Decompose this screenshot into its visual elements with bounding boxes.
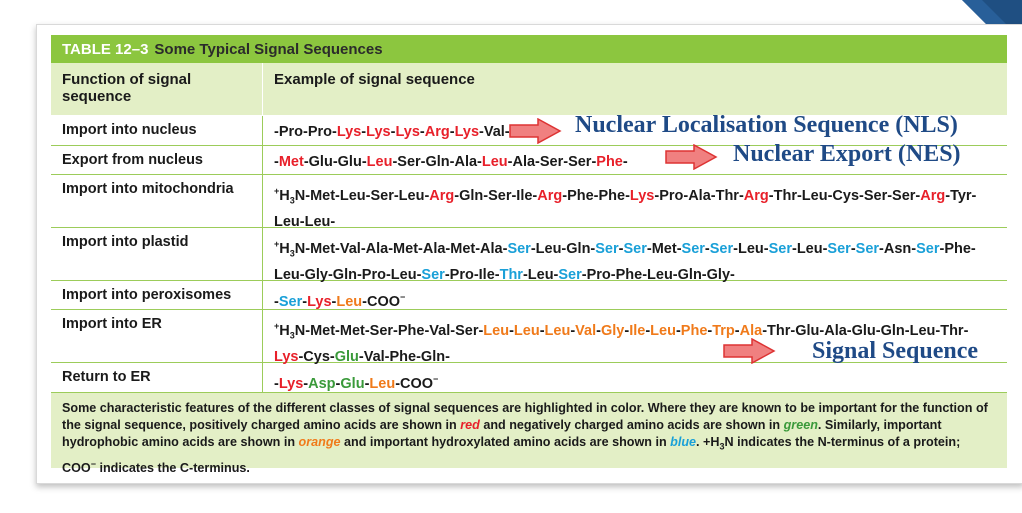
table-footnote: Some characteristic features of the different classes of signal sequences are highlighted in color. Where they are known to be important for the function of the signal sequence, positively charged amino acids are shown in red and negatively charged amino acids are shown in green. Similarly, important hydrophobic amino acids are shown in orange and important hydroxylated amino acids are shown in blue. $+H_3N$ indicates the N-terminus of a protein; COO− indicates the C-terminus.: [51, 393, 1007, 468]
signal-sequence-table: [51, 35, 1007, 475]
table-header: [51, 63, 1007, 116]
row-function: Import into ER: [62, 316, 162, 332]
header-example: Example of signal sequence: [262, 63, 1007, 115]
sequence-text: -Met-Glu-Glu-Leu-Ser-Gln-Ala-Leu-Ala-Ser-Ser-Phe-: [274, 154, 628, 170]
table-title-bar: [51, 35, 1007, 63]
table-row: [51, 363, 1007, 393]
header-function: Function of signal sequence: [62, 71, 192, 105]
row-function: Import into mitochondria: [62, 181, 234, 197]
row-sequence: $^+H_3N-Met-Leu-Ser-Leu-Arg-Gln-Ser-Ile-Arg-Phe-Phe-Lys-Pro-Ala-Thr-Arg-Thr-Leu-Cys-Ser-Ser-Arg-Tyr-Leu-Leu-$: [262, 175, 1007, 227]
signal-annotation: Signal Sequence: [812, 338, 979, 364]
row-function: Import into plastid: [62, 234, 189, 250]
signal-arrow-icon: [722, 338, 776, 364]
table-number: TABLE 12–3: [62, 40, 149, 58]
row-function: Export from nucleus: [62, 152, 203, 168]
nls-arrow-icon: [508, 118, 562, 144]
row-function: Return to ER: [62, 369, 151, 385]
table-row: [51, 228, 1007, 281]
table-panel: [36, 24, 1022, 484]
row-function: Import into nucleus: [62, 122, 197, 138]
sequence-text: -Pro-Pro-Lys-Lys-Lys-Arg-Lys-Val-: [274, 124, 510, 140]
table-row: [51, 175, 1007, 228]
table-row: [51, 281, 1007, 310]
nes-arrow-icon: [664, 144, 718, 170]
row-function: Import into peroxisomes: [62, 287, 232, 303]
row-sequence: $^+H_3N-Met-Met-Ser-Phe-Val-Ser-Leu-Leu-Leu-Val-Gly-Ile-Leu-Phe-Trp-Ala-Thr-Glu-Ala-Glu-Gln-Leu-Thr-Lys-Cys-Glu-Val-Phe$-Gln-: [262, 310, 1007, 362]
row-sequence: $^+H_3N-Met-Val-Ala-Met-Ala-Met-Ala-Ser-Leu-Gln-Ser-Ser-Met-Ser-Ser-Leu-Ser-Leu-Ser-Ser-Asn-Ser-Phe-Leu-Gly-Gln-Pro-Leu$-Ser-Pro-Ile-Thr-Leu-Ser-Pro-Phe-Leu-Gln-Gly-: [262, 228, 1007, 280]
table-title: Some Typical Signal Sequences: [154, 40, 383, 58]
row-sequence: -Ser-Lys-Leu-COO−: [262, 281, 1007, 309]
nes-annotation: Nuclear Export (NES): [733, 141, 961, 167]
row-sequence: -Lys-Asp-Glu-Leu-COO−: [262, 363, 1007, 392]
nls-annotation: Nuclear Localisation Sequence (NLS): [575, 112, 958, 138]
